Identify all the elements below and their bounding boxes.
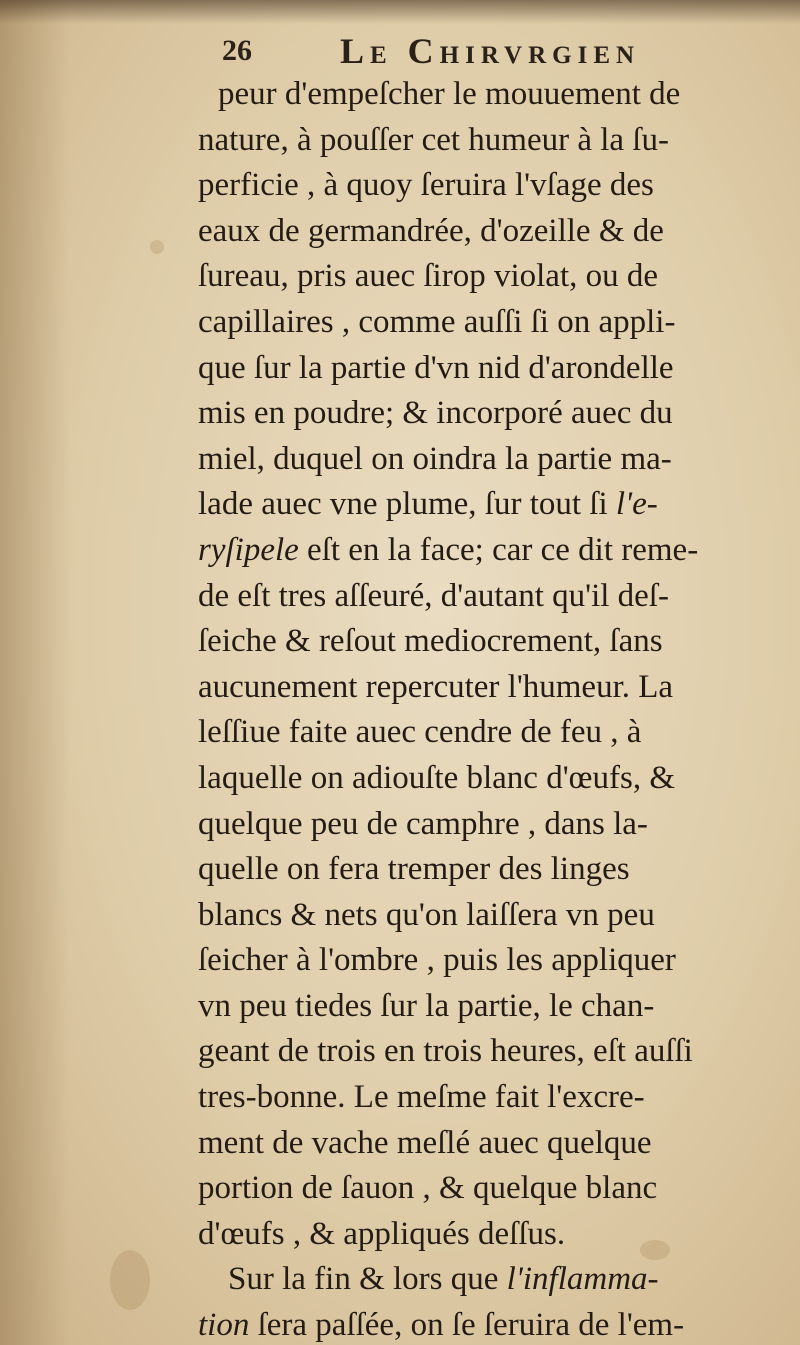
- text-line: perficie , à quoy ſeruira l'vſage des: [198, 167, 654, 204]
- text-line: d'œufs , & appliqués deſſus.: [198, 1215, 566, 1252]
- text-line: ſureau, pris auec ſirop violat, ou de: [198, 258, 659, 295]
- text-line: ment de vache meſlé auec quelque: [198, 1124, 652, 1161]
- italic-term: l'inflamma-: [506, 1261, 659, 1298]
- text-line: nature, à pouſſer cet humeur à la ſu-: [198, 121, 669, 158]
- page-top-shadow: [0, 0, 800, 24]
- italic-term: ryſipele: [198, 531, 299, 568]
- text-line: quelle on fera tremper des linges: [198, 851, 630, 888]
- foxing-spot: [110, 1250, 150, 1310]
- text-line: leſſiue faite auec cendre de feu , à: [198, 714, 642, 751]
- text-line: laquelle on adiouſte blanc d'œufs, &: [198, 759, 675, 796]
- text-line: tion ſera paſſée, on ſe ſeruira de l'em-: [198, 1307, 685, 1344]
- text-line: Sur la fin & lors que l'inflamma-: [228, 1261, 659, 1298]
- text-line: tres-bonne. Le meſme fait l'excre-: [198, 1079, 645, 1116]
- foxing-spot: [150, 240, 164, 254]
- text-line: ryſipele eſt en la face; car ce dit reme-: [198, 531, 699, 568]
- body-text: [198, 72, 798, 1345]
- page-number: 26: [222, 34, 252, 67]
- text-line: ſeiche & reſout mediocrement, ſans: [198, 623, 663, 660]
- text-line: geant de trois en trois heures, eſt auſſi: [198, 1033, 693, 1070]
- text-line: blancs & nets qu'on laiſſera vn peu: [198, 896, 655, 933]
- text-line: ſeicher à l'ombre , puis les appliquer: [198, 942, 676, 979]
- italic-term: tion: [198, 1307, 250, 1344]
- italic-term: l'e-: [615, 486, 658, 523]
- text-line: aucunement repercuter l'humeur. La: [198, 668, 674, 705]
- text-line: que ſur la partie d'vn nid d'arondelle: [198, 349, 674, 386]
- text-line: mis en poudre; & incorporé auec du: [198, 395, 673, 432]
- text-line: eaux de germandrée, d'ozeille & de: [198, 212, 664, 249]
- page-gutter-shadow: [0, 0, 70, 1345]
- text-line: peur d'empeſcher le mouuement de: [218, 76, 681, 112]
- text-line: lade auec vne plume, ſur tout ſi l'e-: [198, 486, 658, 523]
- text-line: de eſt tres aſſeuré, d'autant qu'il deſ-: [198, 577, 669, 614]
- text-line: capillaires , comme auſſi ſi on appli-: [198, 303, 676, 340]
- text-line: quelque peu de camphre , dans la-: [198, 805, 648, 842]
- text-line: vn peu tiedes ſur la partie, le chan-: [198, 987, 655, 1024]
- text-line: miel, duquel on oindra la partie ma-: [198, 440, 672, 477]
- running-title: Le Chirvrgien: [340, 31, 641, 71]
- text-line: portion de ſauon , & quelque blanc: [198, 1170, 658, 1207]
